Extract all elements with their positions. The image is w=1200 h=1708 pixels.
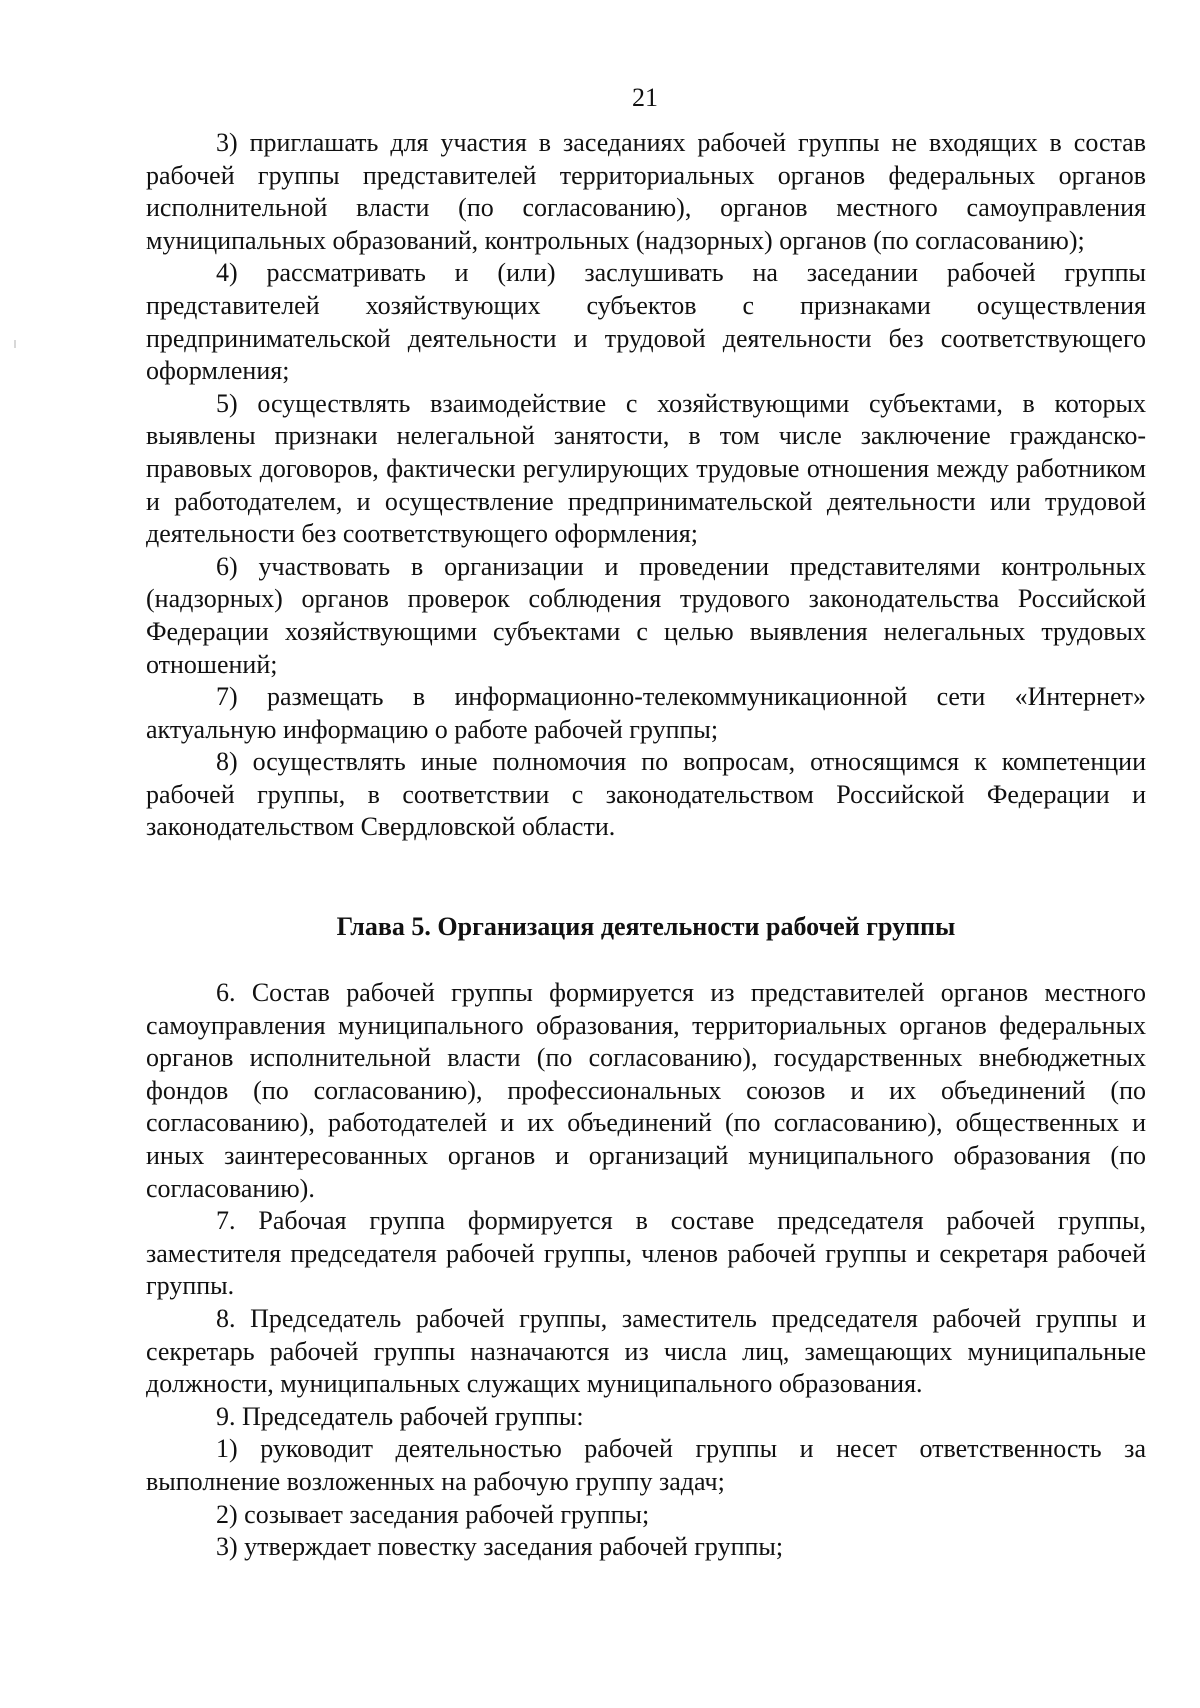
clause-8: 8. Председатель рабочей группы, заместитель председателя рабочей группы и секретарь рабочей группы назначаются из числа лиц, замещающих муниципальные должности, муниципальных служащих муниципального образования. (146, 1303, 1146, 1399)
page-number: 21 (632, 83, 658, 112)
scan-artifact (14, 340, 16, 348)
clause-7: 7. Рабочая группа формируется в составе председателя рабочей группы, заместителя председателя рабочей группы, членов рабочей группы и секретаря рабочей группы. (146, 1206, 1146, 1301)
chapter-heading: Глава 5. Организация деятельности рабочей группы (336, 912, 956, 941)
clause-9-item-2: 2) созывает заседания рабочей группы; (216, 1499, 650, 1529)
paragraph-item-5: 5) осуществлять взаимодействие с хозяйствующими субъектами, в которых выявлены признаки нелегальной занятости, в том числе заключение гражданско-правовых договоров, фактически регулирующих трудовые отношения между работником и работодателем, и осуществление предпринимательской деятельности или трудовой деятельности без соответствующего оформления; (146, 388, 1146, 549)
clause-6: 6. Состав рабочей группы формируется из представителей органов местного самоуправления муниципального образования, территориальных органов федеральных органов исполнительной власти (по согласованию), государственных внебюджетных фондов (по согласованию), профессиональных союзов и их объединений (по согласованию), работодателей и их объединений (по согласованию), общественных и иных заинтересованных органов и организаций муниципального образования (по согласованию). (146, 978, 1146, 1203)
paragraph-item-8: 8) осуществлять иные полномочия по вопросам, относящимся к компетенции рабочей группы, в соответствии с законодательством Российской Федерации и законодательством Свердловской области. (146, 747, 1146, 842)
paragraph-item-7: 7) размещать в информационно-телекоммуникационной сети «Интернет» актуальную информацию о работе рабочей группы; (146, 682, 1146, 744)
paragraph-item-3: 3) приглашать для участия в заседаниях рабочей группы не входящих в состав рабочей группы представителей территориальных органов федеральных органов исполнительной власти (по согласованию), органов местного самоуправления муниципальных образований, контрольных (надзорных) органов (по согласованию); (146, 128, 1146, 255)
chapter-5-body (146, 977, 1146, 1564)
clause-9-item-3: 3) утверждает повестку заседания рабочей группы; (216, 1532, 784, 1562)
clause-9-item-1: 1) руководит деятельностью рабочей группы и несет ответственность за выполнение возложенных на рабочую группу задач; (146, 1434, 1146, 1496)
paragraph-item-4: 4) рассматривать и (или) заслушивать на заседании рабочей группы представителей хозяйствующих субъектов с признаками осуществления предпринимательской деятельности и трудовой деятельности без соответствующего оформления; (146, 258, 1146, 386)
list-section-powers (146, 127, 1146, 844)
clause-9: 9. Председатель рабочей группы: (216, 1401, 584, 1431)
paragraph-item-6: 6) участвовать в организации и проведении представителями контрольных (надзорных) органов проверок соблюдения трудового законодательства Российской Федерации хозяйствующими субъектами с целью выявления нелегальных трудовых отношений; (146, 551, 1146, 679)
